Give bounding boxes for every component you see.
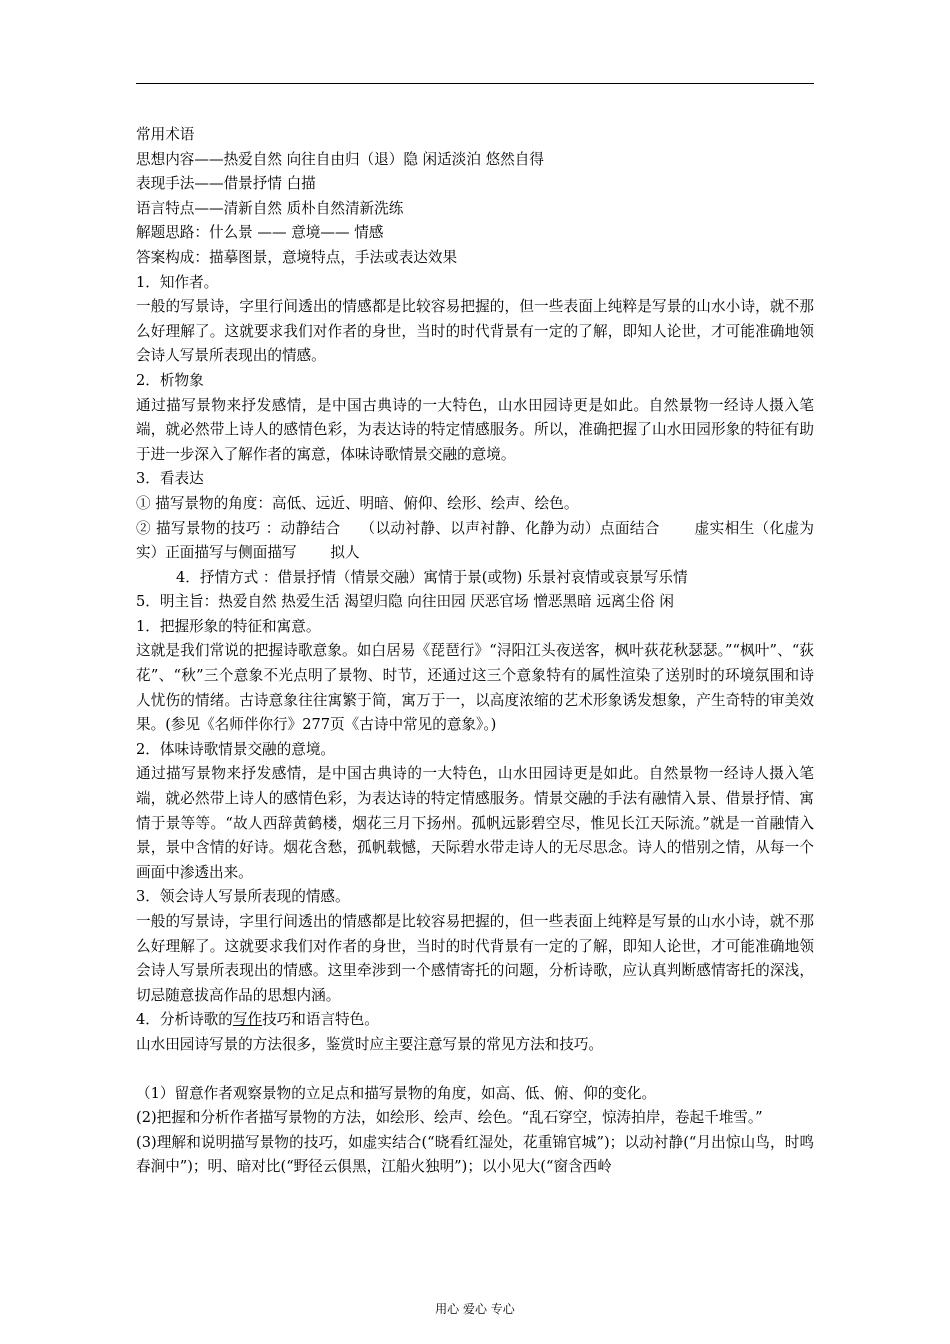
list-item: 4．抒情方式 ：借景抒情（情景交融）寓情于景(或物) 乐景衬哀情或哀景写乐情 [176, 568, 688, 586]
text-line: 语言特点——清新自然 质朴自然清新洗练 [136, 199, 404, 217]
heading: 3．看表达 [136, 470, 204, 488]
blank-line [136, 1058, 814, 1082]
text-line: 答案构成：描摹图景，意境特点，手法或表达效果 [136, 248, 458, 266]
text-line: 解题思路：什么景 —— 意境—— 情感 [136, 224, 384, 242]
list-item: ② 描写景物的技巧 ：动静结合 （以动衬静、以声衬静、化静为动）点面结合 虚实相生（化虚为实）正面描写与侧面描写 拟人 [136, 519, 814, 562]
paragraph: 通过描写景物来抒发感情，是中国古典诗的一大特色，山水田园诗更是如此。自然景物一经诗人摄入笔端，就必然带上诗人的感情色彩，为表达诗的特定情感服务。所以，准确把握了山水田园形象的特征有助于进一步深入了解作者的寓意，体味诗歌情景交融的意境。 [136, 396, 814, 463]
text-line: 表现手法——借景抒情 白描 [136, 175, 316, 193]
paragraph: 山水田园诗写景的方法很多，鉴赏时应主要注意写景的常见方法和技巧。 [136, 1035, 604, 1053]
heading-part: 4．分析诗歌的 [136, 1011, 233, 1029]
heading: 3．领会诗人写景所表现的情感。 [136, 888, 350, 906]
paragraph: 一般的写景诗，字里行间透出的情感都是比较容易把握的，但一些表面上纯粹是写景的山水小诗，就不那么好理解了。这就要求我们对作者的身世，当时的时代背景有一定的了解，即知人论世，才可能准确地领会诗人写景所表现出的情感。这里牵涉到一个感情寄托的问题，分析诗歌，应认真判断感情寄托的深浅，切忌随意拔高作品的思想内涵。 [136, 913, 814, 1004]
heading: 2．体味诗歌情景交融的意境。 [136, 740, 336, 758]
heading-part: 技巧和语言特色。 [262, 1011, 379, 1029]
heading: 2．析物象 [136, 371, 204, 389]
paragraph: 这就是我们常说的把握诗歌意象。如白居易《琵琶行》“浔阳江头夜送客，枫叶荻花秋瑟瑟。”“枫叶”、“荻花”、“秋”三个意象不光点明了景物、时节，还通过这三个意象特有的属性渲染了送别时的环境氛围和诗人忧伤的情绪。古诗意象往往寓繁于简，寓万于一，以高度浓缩的艺术形象诱发想象，产生奇特的审美效果。(参见《名师伴你行》277页《古诗中常见的意象》。) [136, 642, 814, 734]
writing-link[interactable]: 写作 [232, 1011, 263, 1029]
document-body [136, 123, 814, 1180]
list-item: （1）留意作者观察景物的立足点和描写景物的角度，如高、低、俯、仰的变化。 [136, 1084, 657, 1102]
paragraph: 通过描写景物来抒发感情，是中国古典诗的一大特色，山水田园诗更是如此。自然景物一经诗人摄入笔端，就必然带上诗人的感情色彩，为表达诗的特定情感服务。情景交融的手法有融情入景、借景抒情、寓情于景等等。“故人西辞黄鹤楼，烟花三月下扬州。孤帆远影碧空尽，惟见长江天际流。”就是一首融情入景，景中含情的好诗。烟花含愁，孤帆载憾，天际碧水带走诗人的无尽思念。诗人的惜别之情，从每一个画面中渗透出来。 [136, 765, 814, 881]
text-line: 思想内容——热爱自然 向往自由归（退）隐 闲适淡泊 悠然自得 [136, 150, 544, 168]
heading: 1．知作者。 [136, 273, 219, 291]
list-item: (2)把握和分析作者描写景物的方法，如绘形、绘声、绘色。“乱石穿空，惊涛拍岸，卷起千堆雪。” [136, 1109, 763, 1127]
paragraph: 一般的写景诗，字里行间透出的情感都是比较容易把握的，但一些表面上纯粹是写景的山水小诗，就不那么好理解了。这就要求我们对作者的身世，当时的时代背景有一定的了解，即知人论世，才可能准确地领会诗人写景所表现出的情感。 [136, 298, 814, 365]
page-footer: 用心 爱心 专心 [435, 1302, 515, 1316]
header-rule [136, 83, 814, 84]
section-title: 常用术语 [136, 126, 195, 143]
list-item: 5．明主旨：热爱自然 热爱生活 渴望归隐 向往田园 厌恶官场 憎恶黑暗 远离尘俗 闲 [136, 593, 674, 611]
heading: 1．把握形象的特征和寓意。 [136, 617, 321, 635]
list-item: (3)理解和说明描写景物的技巧，如虚实结合(“晓看红湿处，花重锦官城”)；以动衬静(“月出惊山鸟，时鸣春涧中”)；明、暗对比(“野径云俱黑，江船火独明”)；以小见大(“窗含西岭 [136, 1133, 814, 1176]
heading [136, 1008, 814, 1033]
list-item: ① 描写景物的角度：高低、远近、明暗、俯仰、绘形、绘声、绘色。 [136, 494, 579, 512]
